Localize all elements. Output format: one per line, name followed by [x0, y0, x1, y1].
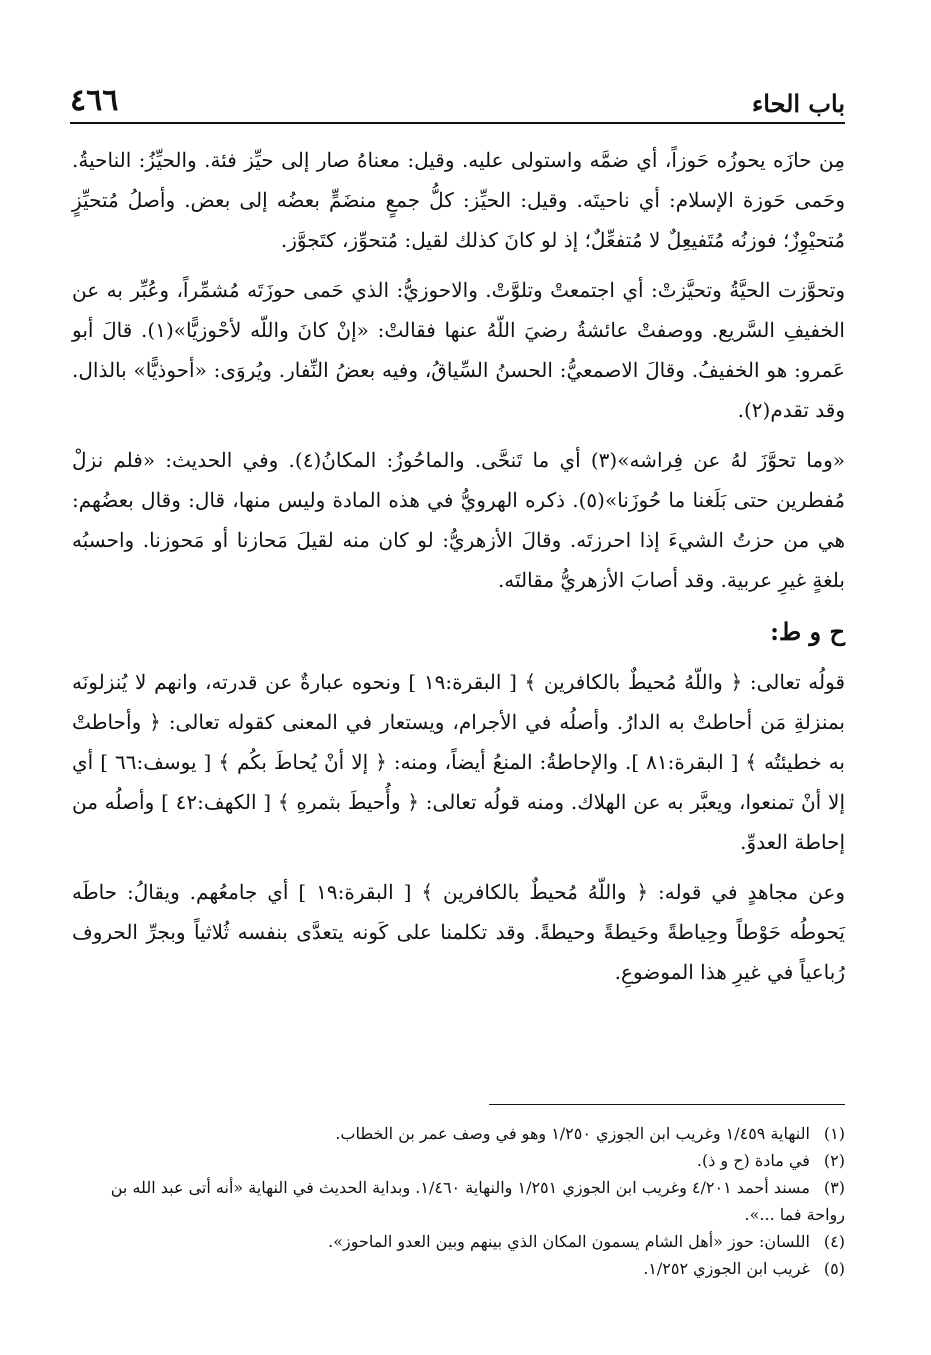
footnote-separator: [489, 1104, 845, 1105]
footnote-text: في مادة (ح و ذ).: [696, 1151, 810, 1170]
footnote-text: اللسان: حوز «أهل الشام يسمون المكان الذي بينهم وبين العدو الماحوز».: [328, 1232, 810, 1251]
page-number: ٤٦٦: [70, 83, 119, 118]
footnote: [72, 1228, 845, 1255]
main-text: [72, 140, 845, 1002]
footnote-number: (٥): [823, 1259, 845, 1278]
footnotes: [72, 1120, 845, 1282]
footnote: [72, 1174, 845, 1228]
page-header: [70, 76, 845, 116]
header-rule: [70, 122, 845, 124]
paragraph: قولُه تعالى: ﴿ واللّهُ مُحيطٌ بالكافرين ﴾ [ البقرة:١٩ ] ونحوه عبارةٌ عن قدرته، وانهم لا يُنزلونَه بمنزلةِ مَن أحاطتْ به الدارُ. وأصلُه في الأجرام، ويستعار في المعنى كقوله تعالى: ﴿ وأحاطتْ به خطيئتُه ﴾ [ البقرة:٨١ ]. والإحاطةُ: المنعُ أيضاً، ومنه: ﴿ إلا أنْ يُحاطَ بكُم ﴾ [ يوسف:٦٦ ] أي إلا أنْ تمنعوا، ويعبَّر به عن الهلاك. ومنه قولُه تعالى: ﴿ وأُحيطَ بثمرهِ ﴾ [ الكهف:٤٢ ] وأصلُه من إحاطة العدوِّ.: [72, 670, 846, 854]
footnote-number: (٤): [823, 1232, 845, 1251]
footnote-text: غريب ابن الجوزي ١/٢٥٢.: [643, 1259, 810, 1278]
footnote-text: النهاية ١/٤٥٩ وغريب ابن الجوزي ١/٢٥٠ وهو في وصف عمر بن الخطاب.: [335, 1124, 810, 1143]
running-title: باب الحاء: [751, 89, 845, 118]
paragraph: مِن حازَه يحوزُه حَوزاً، أي ضمَّه واستولى عليه. وقيل: معناهُ صار إلى حيِّز فئة. والحيِّزُ: الناحيةُ. وحَمى حَوزة الإسلام: أي ناحيتَه. وقيل: الحيِّز: كلُّ جمعٍ منضَمٍّ بعضُه إلى بعض. وأصلُ مُتحيِّزٍ مُتحيْوِزٌ؛ فوزنُه مُتَفيعِلٌ لا مُتفعِّلٌ؛ إذ لو كانَ كذلك لقيل: مُتحوِّز، كتَجوَّز.: [72, 148, 845, 252]
footnote: [72, 1120, 845, 1147]
footnote-number: (٢): [823, 1151, 845, 1170]
paragraph: وتحوَّزت الحيَّةُ وتحيَّزتْ: أي اجتمعتْ وتلوَّتْ. والاحوزيُّ: الذي حَمى حوزَتَه مُشمِّراً، وعُبِّر به عن الخفيفِ السَّريع. ووصفتْ عائشةُ رضيَ اللّهُ عنها فقالتْ: «إنْ كانَ واللّه لأحْوزيًّا»(١). قالَ أبو عَمرو: هو الخفيفُ. وقالَ الاصمعيُّ: الحسنُ السِّياقُ، وفيه بعضُ النِّفار. ويُروَى: «أحوذيًّا» بالذال. وقد تقدم(٢).: [72, 278, 845, 422]
paragraph: وعن مجاهدٍ في قوله: ﴿ واللّهُ مُحيطٌ بالكافرين ﴾ [ البقرة:١٩ ] أي جامعُهم. ويقالُ: حاطَه يَحوطُه حَوْطاً وحِياطةً وحَيطةً وحيطةً. وقد تكلمنا على كَونه يتعدَّى بنفسه ثُلاثياً وبجرِّ الحروف رُباعياً في غيرِ هذا الموضوعِ.: [72, 880, 846, 984]
footnote-number: (٣): [823, 1178, 845, 1197]
paragraph: «وما تحوَّزَ لهُ عن فِراشه»(٣) أي ما تَنحَّى. والماحُوزُ: المكانُ(٤). وفي الحديث: «فلم نزلْ مُفطرين حتى بَلَغنا ما حُوزَنا»(٥). ذكره الهرويُّ في هذه المادة وليس منها، قال: وقال بعضُهم: هي من حزتُ الشيءَ إذا احرزتَه. وقالَ الأزهريُّ: لو كان منه لقيلَ مَحازنا أو مَحوزنا. واحسبُه بلغةٍ غيرِ عربية. وقد أصابَ الأزهريُّ مقالتَه.: [72, 448, 846, 592]
section-heading: ح و ط:: [770, 617, 845, 646]
footnote-text: مسند أحمد ٤/٢٠١ وغريب ابن الجوزي ١/٢٥١ والنهاية ١/٤٦٠. وبداية الحديث في النهاية «أنه أتى عبد الله بن رواحة فما ...».: [110, 1178, 845, 1224]
footnote-number: (١): [823, 1124, 845, 1143]
footnote: [72, 1255, 845, 1282]
footnote: [72, 1147, 845, 1174]
